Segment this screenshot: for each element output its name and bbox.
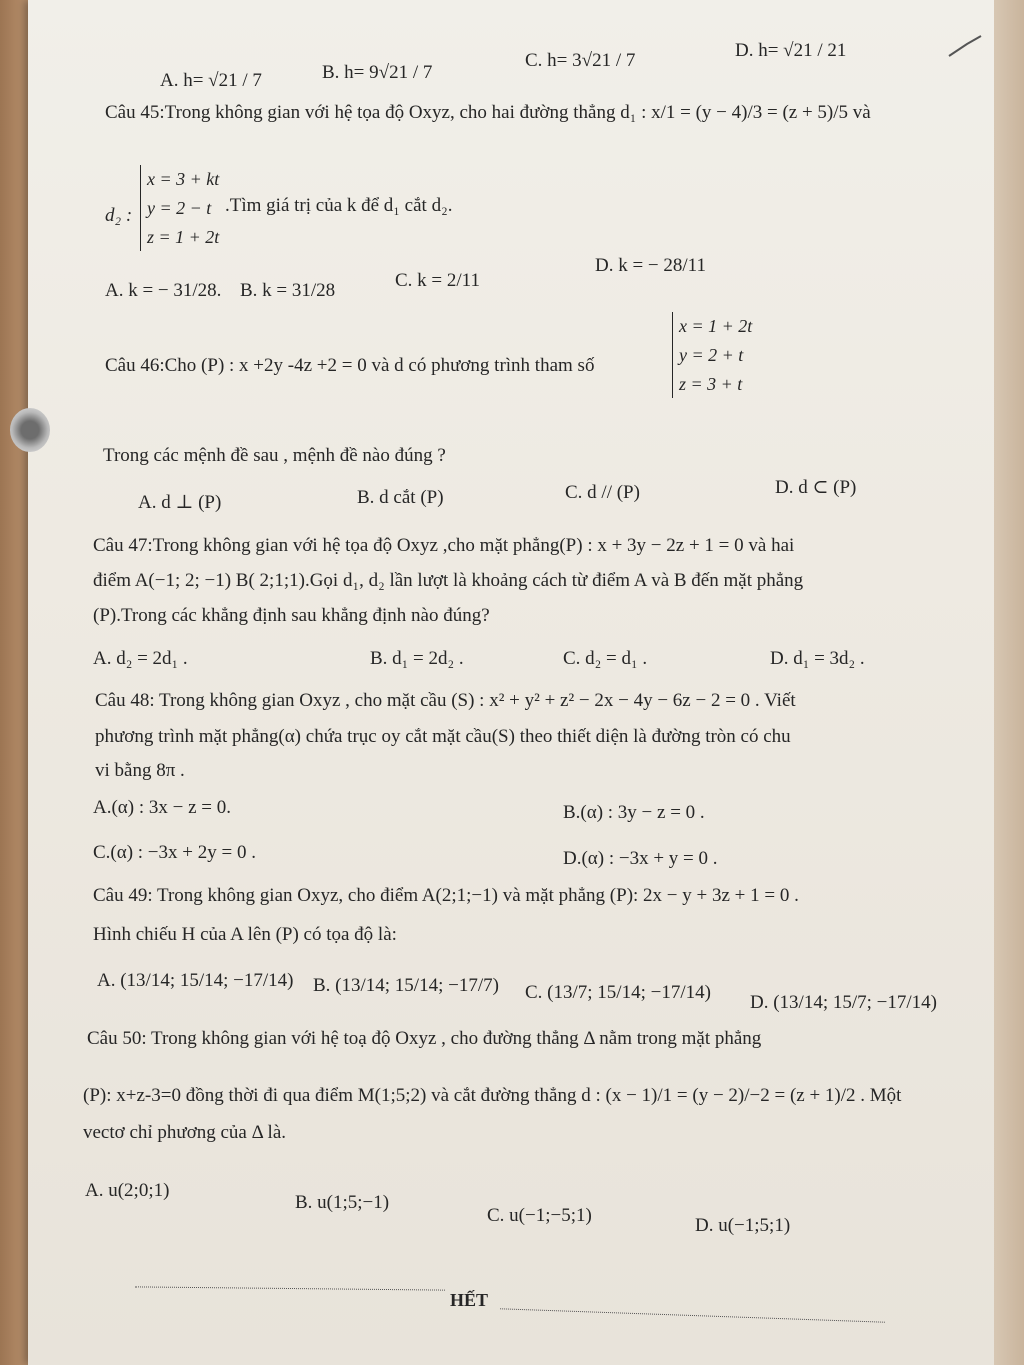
q48-option-d: D.(α) : −3x + y = 0 .	[563, 848, 718, 869]
q46-intro: Câu 46:Cho (P) : x +2y -4z +2 = 0 và d có phương trình tham số	[105, 355, 595, 376]
q48-option-a: A.(α) : 3x − z = 0.	[93, 797, 231, 818]
q50-line1: Câu 50: Trong không gian với hệ toạ độ Oxyz , cho đường thẳng Δ nằm trong mặt phẳng	[87, 1028, 762, 1049]
q47-option-a: A. d₂ = 2d₁ .	[93, 648, 188, 669]
q49-line1: Câu 49: Trong không gian Oxyz, cho điểm A(2;1;−1) và mặt phẳng (P): 2x − y + 3z + 1 = 0 .	[93, 885, 799, 906]
q48-line3: vi bằng 8π .	[95, 760, 185, 781]
q48-option-b: B.(α) : 3y − z = 0 .	[563, 802, 705, 823]
q45-option-a: A. k = − 31/28.	[105, 280, 222, 301]
q48-line2: phương trình mặt phẳng(α) chứa trục oy cắt mặt cầu(S) theo thiết diện là đường tròn có chu	[95, 726, 791, 747]
q48-option-c: C.(α) : −3x + 2y = 0 .	[93, 842, 256, 863]
q44-option-a: A. h= √21 / 7	[160, 70, 262, 91]
q50-option-a: A. u(2;0;1)	[85, 1180, 170, 1201]
q50-option-c: C. u(−1;−5;1)	[487, 1205, 592, 1226]
q46-param-system: x = 1 + 2t y = 2 + t z = 3 + t	[672, 312, 752, 398]
q44-option-b: B. h= 9√21 / 7	[322, 62, 433, 83]
q48-line1: Câu 48: Trong không gian Oxyz , cho mặt cầu (S) : x² + y² + z² − 2x − 4y − 6z − 2 = 0 . Viết	[95, 690, 796, 711]
q45-task: .Tìm giá trị của k để d₁ cắt d₂.	[225, 195, 453, 216]
q50-line3: vectơ chỉ phương của Δ là.	[83, 1122, 286, 1143]
q46-option-a: A. d ⊥ (P)	[138, 492, 222, 513]
q50-option-d: D. u(−1;5;1)	[695, 1215, 791, 1236]
binder-hole-icon	[10, 408, 50, 452]
q47-line3: (P).Trong các khẳng định sau khẳng định nào đúng?	[93, 605, 490, 626]
q45-d2-label: d₂ :	[105, 205, 133, 226]
q49-option-c: C. (13/7; 15/14; −17/14)	[525, 982, 711, 1003]
q50-line2: (P): x+z-3=0 đồng thời đi qua điểm M(1;5;2) và cắt đường thẳng d : (x − 1)/1 = (y − 2)/−2 = (z + 1)/2 . Một	[83, 1085, 902, 1106]
q47-line1: Câu 47:Trong không gian với hệ tọa độ Oxyz ,cho mặt phẳng(P) : x + 3y − 2z + 1 = 0 và hai	[93, 535, 795, 556]
q47-option-d: D. d₁ = 3d₂ .	[770, 648, 865, 669]
q46-option-b: B. d cắt (P)	[357, 487, 444, 508]
q45-option-b: B. k = 31/28	[240, 280, 336, 301]
q45-intro: Câu 45:Trong không gian với hệ tọa độ Oxyz, cho hai đường thẳng d₁ : x/1 = (y − 4)/3 = (z + 5)/5 và	[105, 102, 871, 123]
q50-option-b: B. u(1;5;−1)	[295, 1192, 390, 1213]
q44-option-c: C. h= 3√21 / 7	[525, 50, 636, 71]
paper-edge-right	[994, 0, 1024, 1365]
q47-option-b: B. d₁ = 2d₂ .	[370, 648, 464, 669]
q46-option-d: D. d ⊂ (P)	[775, 477, 857, 498]
pen-mark-icon	[945, 30, 985, 60]
q47-option-c: C. d₂ = d₁ .	[563, 648, 648, 669]
q45-d2-system: x = 3 + kt y = 2 − t z = 1 + 2t	[140, 165, 219, 251]
q49-option-b: B. (13/14; 15/14; −17/7)	[313, 975, 499, 996]
q45-option-d: D. k = − 28/11	[595, 255, 706, 276]
q46-question: Trong các mệnh đề sau , mệnh đề nào đúng ?	[103, 445, 446, 466]
q49-option-a: A. (13/14; 15/14; −17/14)	[97, 970, 294, 991]
q49-line2: Hình chiếu H của A lên (P) có tọa độ là:	[93, 924, 397, 945]
q49-option-d: D. (13/14; 15/7; −17/14)	[750, 992, 937, 1013]
q46-option-c: C. d // (P)	[565, 482, 640, 503]
q45-option-c: C. k = 2/11	[395, 270, 480, 291]
q47-line2: điểm A(−1; 2; −1) B( 2;1;1).Gọi d₁, d₂ lần lượt là khoảng cách từ điểm A và B đến mặt phẳng	[93, 570, 804, 591]
q44-option-d: D. h= √21 / 21	[735, 40, 847, 61]
footer-end-label: HẾT	[450, 1290, 489, 1310]
